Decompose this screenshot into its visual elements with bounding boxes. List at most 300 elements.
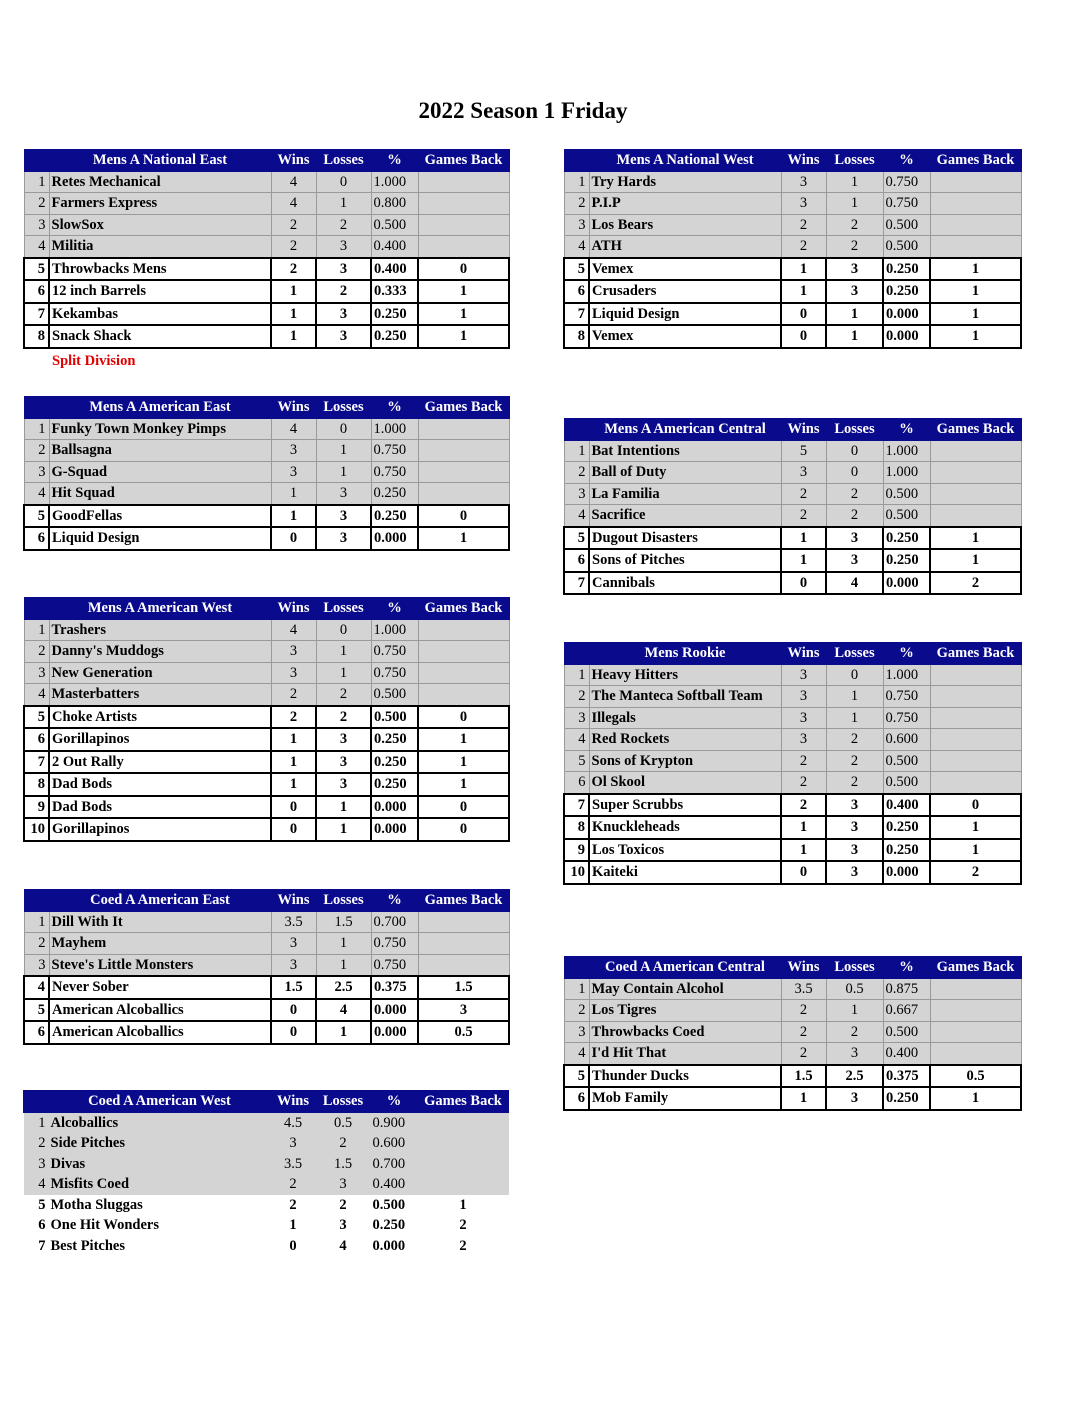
losses-cell: 3	[316, 303, 371, 326]
wins-cell: 4.5	[271, 1112, 316, 1133]
losses-cell: 3	[316, 505, 371, 528]
table-row	[24, 236, 509, 258]
rank-cell: 5	[564, 527, 589, 550]
team-name-cell: Farmers Express	[49, 193, 271, 215]
rank-cell: 2	[564, 1000, 589, 1022]
table-row	[24, 280, 509, 303]
losses-header: Losses	[826, 419, 883, 441]
rank-cell: 8	[24, 325, 49, 348]
pct-cell: 0.500	[371, 706, 418, 729]
pct-cell: 0.700	[371, 1154, 418, 1175]
losses-cell: 2	[826, 505, 883, 527]
rank-cell: 4	[24, 483, 49, 505]
losses-cell: 1	[826, 325, 883, 348]
division-name: Mens A National East	[49, 150, 271, 172]
team-name-cell: Dad Bods	[49, 773, 271, 796]
rank-cell: 6	[24, 1215, 49, 1236]
games-back-cell: 1	[418, 773, 509, 796]
rank-cell: 5	[564, 1065, 589, 1088]
rank-cell: 3	[24, 214, 49, 236]
team-name-cell: Cannibals	[589, 572, 781, 595]
wins-cell: 3	[271, 461, 316, 483]
pct-cell: 0.750	[371, 662, 418, 684]
pct-cell: 0.750	[883, 193, 930, 215]
team-name-cell: Mayhem	[49, 933, 271, 955]
wins-cell: 2	[271, 214, 316, 236]
wins-header: Wins	[271, 397, 316, 419]
header-row	[24, 150, 509, 172]
games-back-cell	[418, 1174, 509, 1195]
header-row	[24, 890, 509, 912]
games-back-header: Games Back	[930, 643, 1021, 665]
games-back-cell: 1	[418, 751, 509, 774]
table-row	[24, 505, 509, 528]
team-name-cell: Los Bears	[589, 214, 781, 236]
losses-cell: 2	[316, 1133, 371, 1154]
wins-cell: 4	[271, 619, 316, 641]
pct-cell: 0.000	[371, 1236, 418, 1257]
games-back-header: Games Back	[930, 957, 1021, 979]
table-row	[24, 706, 509, 729]
wins-cell: 0	[781, 861, 826, 884]
games-back-cell: 0	[930, 794, 1021, 817]
wins-cell: 1.5	[781, 1065, 826, 1088]
pct-cell: 0.500	[883, 505, 930, 527]
wins-cell: 3	[781, 171, 826, 193]
team-name-cell: Illegals	[589, 707, 781, 729]
losses-cell: 2	[826, 772, 883, 794]
table-row	[24, 193, 509, 215]
team-name-cell: Trashers	[49, 619, 271, 641]
table-row	[24, 258, 509, 281]
wins-cell: 2	[271, 1195, 316, 1216]
table-row	[564, 1065, 1021, 1088]
wins-cell: 1.5	[271, 976, 316, 999]
table-row	[24, 954, 509, 976]
losses-cell: 3	[826, 527, 883, 550]
team-name-cell: Los Toxicos	[589, 839, 781, 862]
pct-cell: 0.250	[371, 325, 418, 348]
wins-cell: 2	[271, 1174, 316, 1195]
standings-table-coed-a-american-east	[23, 889, 510, 1045]
pct-cell: 0.750	[883, 171, 930, 193]
games-back-cell: 1	[418, 303, 509, 326]
losses-cell: 0.5	[826, 978, 883, 1000]
wins-cell: 2	[271, 684, 316, 706]
wins-cell: 2	[271, 236, 316, 258]
games-back-header: Games Back	[930, 150, 1021, 172]
wins-cell: 1	[781, 816, 826, 839]
table-row	[24, 1154, 509, 1175]
losses-cell: 3	[826, 861, 883, 884]
table-row	[564, 772, 1021, 794]
games-back-header: Games Back	[418, 1091, 509, 1113]
pct-cell: 0.600	[883, 729, 930, 751]
games-back-cell: 0	[418, 505, 509, 528]
wins-cell: 1	[781, 258, 826, 281]
rank-cell: 3	[24, 662, 49, 684]
split-division-note: Split Division	[52, 353, 136, 369]
games-back-cell: 1	[930, 1087, 1021, 1110]
header-row	[24, 1091, 509, 1113]
wins-cell: 3	[271, 1133, 316, 1154]
losses-cell: 2	[316, 1195, 371, 1216]
games-back-cell: 1.5	[418, 976, 509, 999]
pct-cell: 0.250	[371, 728, 418, 751]
wins-cell: 4	[271, 418, 316, 440]
standings-table-coed-a-american-central	[563, 956, 1022, 1111]
games-back-cell: 0	[418, 258, 509, 281]
rank-cell: 2	[24, 641, 49, 663]
team-name-cell: Retes Mechanical	[49, 171, 271, 193]
table-row	[564, 978, 1021, 1000]
games-back-cell	[418, 954, 509, 976]
rank-cell: 3	[564, 483, 589, 505]
wins-cell: 3.5	[781, 978, 826, 1000]
table-row	[24, 483, 509, 505]
losses-cell: 2.5	[826, 1065, 883, 1088]
pct-cell: 0.250	[883, 549, 930, 572]
team-name-cell: Knuckleheads	[589, 816, 781, 839]
wins-cell: 3	[781, 462, 826, 484]
rank-cell: 3	[24, 461, 49, 483]
games-back-cell	[418, 641, 509, 663]
losses-cell: 3	[316, 773, 371, 796]
table-row	[564, 236, 1021, 258]
pct-cell: 0.900	[371, 1112, 418, 1133]
games-back-cell: 1	[930, 280, 1021, 303]
losses-cell: 1	[316, 641, 371, 663]
games-back-cell: 0	[418, 706, 509, 729]
division-name: Mens A American West	[49, 598, 271, 620]
games-back-cell: 1	[930, 303, 1021, 326]
rank-cell: 4	[564, 729, 589, 751]
team-name-cell: Militia	[49, 236, 271, 258]
rank-cell: 4	[24, 684, 49, 706]
losses-cell: 2.5	[316, 976, 371, 999]
header-row	[564, 419, 1021, 441]
rank-cell: 5	[564, 750, 589, 772]
pct-cell: 0.500	[883, 1021, 930, 1043]
wins-header: Wins	[781, 957, 826, 979]
team-name-cell: Alcoballics	[49, 1112, 271, 1133]
header-blank	[564, 150, 589, 172]
pct-cell: 0.400	[371, 258, 418, 281]
rank-cell: 8	[564, 816, 589, 839]
losses-cell: 1	[316, 954, 371, 976]
games-back-cell	[418, 1154, 509, 1175]
pct-cell: 0.250	[371, 773, 418, 796]
wins-cell: 1	[781, 527, 826, 550]
losses-cell: 1.5	[316, 911, 371, 933]
wins-header: Wins	[781, 643, 826, 665]
header-blank	[24, 890, 49, 912]
pct-cell: 0.250	[883, 839, 930, 862]
wins-cell: 3	[271, 440, 316, 462]
rank-cell: 5	[24, 505, 49, 528]
table-row	[564, 258, 1021, 281]
wins-cell: 3	[781, 707, 826, 729]
header-blank	[564, 957, 589, 979]
team-name-cell: Vemex	[589, 258, 781, 281]
team-name-cell: Best Pitches	[49, 1236, 271, 1257]
team-name-cell: Try Hards	[589, 171, 781, 193]
pct-cell: 0.667	[883, 1000, 930, 1022]
games-back-cell	[418, 440, 509, 462]
rank-cell: 8	[564, 325, 589, 348]
rank-cell: 3	[24, 954, 49, 976]
losses-cell: 0	[316, 418, 371, 440]
losses-cell: 3	[316, 1174, 371, 1195]
pct-cell: 0.375	[883, 1065, 930, 1088]
team-name-cell: American Alcoballics	[49, 1021, 271, 1044]
losses-cell: 3	[826, 1087, 883, 1110]
pct-cell: 0.400	[883, 794, 930, 817]
wins-cell: 2	[781, 794, 826, 817]
division-name: Mens A American Central	[589, 419, 781, 441]
games-back-cell	[418, 236, 509, 258]
table-row	[564, 707, 1021, 729]
table-row	[24, 619, 509, 641]
losses-cell: 3	[316, 1215, 371, 1236]
team-name-cell: Liquid Design	[589, 303, 781, 326]
pct-cell: 0.250	[371, 303, 418, 326]
losses-cell: 1	[316, 1021, 371, 1044]
games-back-cell	[930, 1021, 1021, 1043]
team-name-cell: Vemex	[589, 325, 781, 348]
games-back-cell: 1	[418, 527, 509, 550]
pct-header: %	[371, 150, 418, 172]
pct-cell: 0.750	[883, 707, 930, 729]
pct-header: %	[883, 150, 930, 172]
games-back-cell	[930, 214, 1021, 236]
team-name-cell: Throwbacks Mens	[49, 258, 271, 281]
wins-cell: 2	[781, 505, 826, 527]
games-back-cell: 1	[930, 549, 1021, 572]
losses-cell: 1	[316, 193, 371, 215]
team-name-cell: New Generation	[49, 662, 271, 684]
wins-cell: 1	[271, 1215, 316, 1236]
table-row	[564, 462, 1021, 484]
team-name-cell: GoodFellas	[49, 505, 271, 528]
losses-header: Losses	[316, 150, 371, 172]
losses-cell: 2	[826, 750, 883, 772]
pct-cell: 0.000	[371, 796, 418, 819]
games-back-cell: 1	[930, 258, 1021, 281]
table-row	[24, 641, 509, 663]
wins-cell: 0	[781, 325, 826, 348]
pct-cell: 0.500	[883, 772, 930, 794]
wins-cell: 4	[271, 193, 316, 215]
pct-cell: 0.000	[883, 303, 930, 326]
team-name-cell: Sacrifice	[589, 505, 781, 527]
rank-cell: 7	[564, 303, 589, 326]
losses-cell: 1	[316, 796, 371, 819]
losses-cell: 1.5	[316, 1154, 371, 1175]
header-blank	[24, 397, 49, 419]
table-row	[564, 794, 1021, 817]
wins-header: Wins	[781, 419, 826, 441]
pct-cell: 0.750	[371, 933, 418, 955]
pct-cell: 0.500	[883, 236, 930, 258]
rank-cell: 6	[564, 280, 589, 303]
games-back-cell: 3	[418, 999, 509, 1022]
games-back-header: Games Back	[418, 397, 509, 419]
pct-cell: 0.750	[371, 461, 418, 483]
rank-cell: 4	[564, 1043, 589, 1065]
losses-header: Losses	[316, 598, 371, 620]
pct-cell: 0.250	[883, 258, 930, 281]
table-row	[24, 418, 509, 440]
rank-cell: 1	[564, 978, 589, 1000]
table-row	[564, 303, 1021, 326]
wins-cell: 0	[271, 1021, 316, 1044]
header-blank	[564, 419, 589, 441]
games-back-cell: 1	[418, 728, 509, 751]
pct-cell: 0.750	[883, 686, 930, 708]
team-name-cell: Thunder Ducks	[589, 1065, 781, 1088]
team-name-cell: Los Tigres	[589, 1000, 781, 1022]
losses-cell: 0.5	[316, 1112, 371, 1133]
rank-cell: 7	[564, 794, 589, 817]
pct-cell: 0.250	[883, 527, 930, 550]
games-back-cell	[930, 664, 1021, 686]
games-back-cell	[930, 483, 1021, 505]
games-back-cell: 0.5	[418, 1021, 509, 1044]
pct-header: %	[371, 890, 418, 912]
standings-table-coed-a-american-west	[23, 1090, 509, 1256]
games-back-cell: 2	[418, 1215, 509, 1236]
losses-cell: 2	[826, 236, 883, 258]
losses-cell: 1	[316, 440, 371, 462]
team-name-cell: Funky Town Monkey Pimps	[49, 418, 271, 440]
pct-cell: 0.250	[371, 1215, 418, 1236]
division-name: Mens Rookie	[589, 643, 781, 665]
losses-cell: 2	[316, 280, 371, 303]
losses-cell: 0	[826, 462, 883, 484]
team-name-cell: Sons of Pitches	[589, 549, 781, 572]
losses-cell: 1	[826, 686, 883, 708]
pct-cell: 0.000	[883, 861, 930, 884]
games-back-cell	[930, 236, 1021, 258]
table-row	[24, 1021, 509, 1044]
games-back-header: Games Back	[418, 598, 509, 620]
wins-cell: 1	[781, 549, 826, 572]
team-name-cell: The Manteca Softball Team	[589, 686, 781, 708]
rank-cell: 6	[24, 280, 49, 303]
pct-cell: 0.750	[371, 954, 418, 976]
team-name-cell: Side Pitches	[49, 1133, 271, 1154]
rank-cell: 4	[24, 1174, 49, 1195]
table-row	[564, 1043, 1021, 1065]
table-row	[24, 1215, 509, 1236]
rank-cell: 2	[24, 1133, 49, 1154]
games-back-cell	[930, 978, 1021, 1000]
wins-cell: 2	[271, 258, 316, 281]
team-name-cell: G-Squad	[49, 461, 271, 483]
table-row	[564, 1087, 1021, 1110]
games-back-cell	[418, 418, 509, 440]
losses-cell: 1	[316, 818, 371, 841]
pct-cell: 0.800	[371, 193, 418, 215]
wins-cell: 2	[781, 236, 826, 258]
rank-cell: 10	[24, 818, 49, 841]
losses-header: Losses	[826, 957, 883, 979]
pct-header: %	[883, 419, 930, 441]
pct-cell: 0.400	[883, 1043, 930, 1065]
team-name-cell: Dugout Disasters	[589, 527, 781, 550]
wins-cell: 5	[781, 440, 826, 462]
pct-header: %	[371, 1091, 418, 1113]
table-row	[564, 483, 1021, 505]
games-back-cell	[930, 171, 1021, 193]
losses-cell: 0	[826, 664, 883, 686]
rank-cell: 4	[564, 236, 589, 258]
games-back-cell	[418, 662, 509, 684]
losses-cell: 4	[316, 999, 371, 1022]
pct-cell: 1.000	[371, 171, 418, 193]
team-name-cell: Liquid Design	[49, 527, 271, 550]
team-name-cell: ATH	[589, 236, 781, 258]
page-title: 2022 Season 1 Friday	[418, 98, 628, 123]
team-name-cell: Ballsagna	[49, 440, 271, 462]
pct-cell: 0.500	[371, 214, 418, 236]
rank-cell: 7	[24, 303, 49, 326]
losses-cell: 4	[826, 572, 883, 595]
losses-cell: 0	[316, 171, 371, 193]
wins-cell: 0	[271, 1236, 316, 1257]
table-row	[564, 193, 1021, 215]
games-back-cell	[418, 193, 509, 215]
rank-cell: 2	[564, 686, 589, 708]
games-back-cell: 2	[930, 861, 1021, 884]
games-back-cell	[930, 729, 1021, 751]
team-name-cell: 12 inch Barrels	[49, 280, 271, 303]
wins-cell: 0	[271, 527, 316, 550]
team-name-cell: Gorillapinos	[49, 818, 271, 841]
rank-cell: 1	[24, 1112, 49, 1133]
rank-cell: 5	[24, 999, 49, 1022]
header-row	[24, 397, 509, 419]
team-name-cell: Kekambas	[49, 303, 271, 326]
wins-header: Wins	[781, 150, 826, 172]
rank-cell: 5	[24, 706, 49, 729]
header-blank	[564, 643, 589, 665]
table-row	[564, 686, 1021, 708]
table-row	[24, 933, 509, 955]
wins-cell: 1	[271, 773, 316, 796]
pct-cell: 0.000	[883, 325, 930, 348]
games-back-cell: 1	[930, 839, 1021, 862]
rank-cell: 2	[24, 193, 49, 215]
team-name-cell: Ball of Duty	[589, 462, 781, 484]
games-back-cell	[930, 440, 1021, 462]
wins-cell: 3	[271, 933, 316, 955]
losses-cell: 0	[316, 619, 371, 641]
losses-cell: 1	[826, 1000, 883, 1022]
wins-cell: 0	[271, 999, 316, 1022]
team-name-cell: Throwbacks Coed	[589, 1021, 781, 1043]
team-name-cell: Heavy Hitters	[589, 664, 781, 686]
pct-cell: 0.000	[371, 999, 418, 1022]
table-row	[24, 214, 509, 236]
games-back-cell	[930, 686, 1021, 708]
losses-header: Losses	[316, 890, 371, 912]
pct-cell: 1.000	[371, 418, 418, 440]
games-back-cell	[930, 1043, 1021, 1065]
games-back-cell: 0	[418, 796, 509, 819]
pct-header: %	[371, 397, 418, 419]
